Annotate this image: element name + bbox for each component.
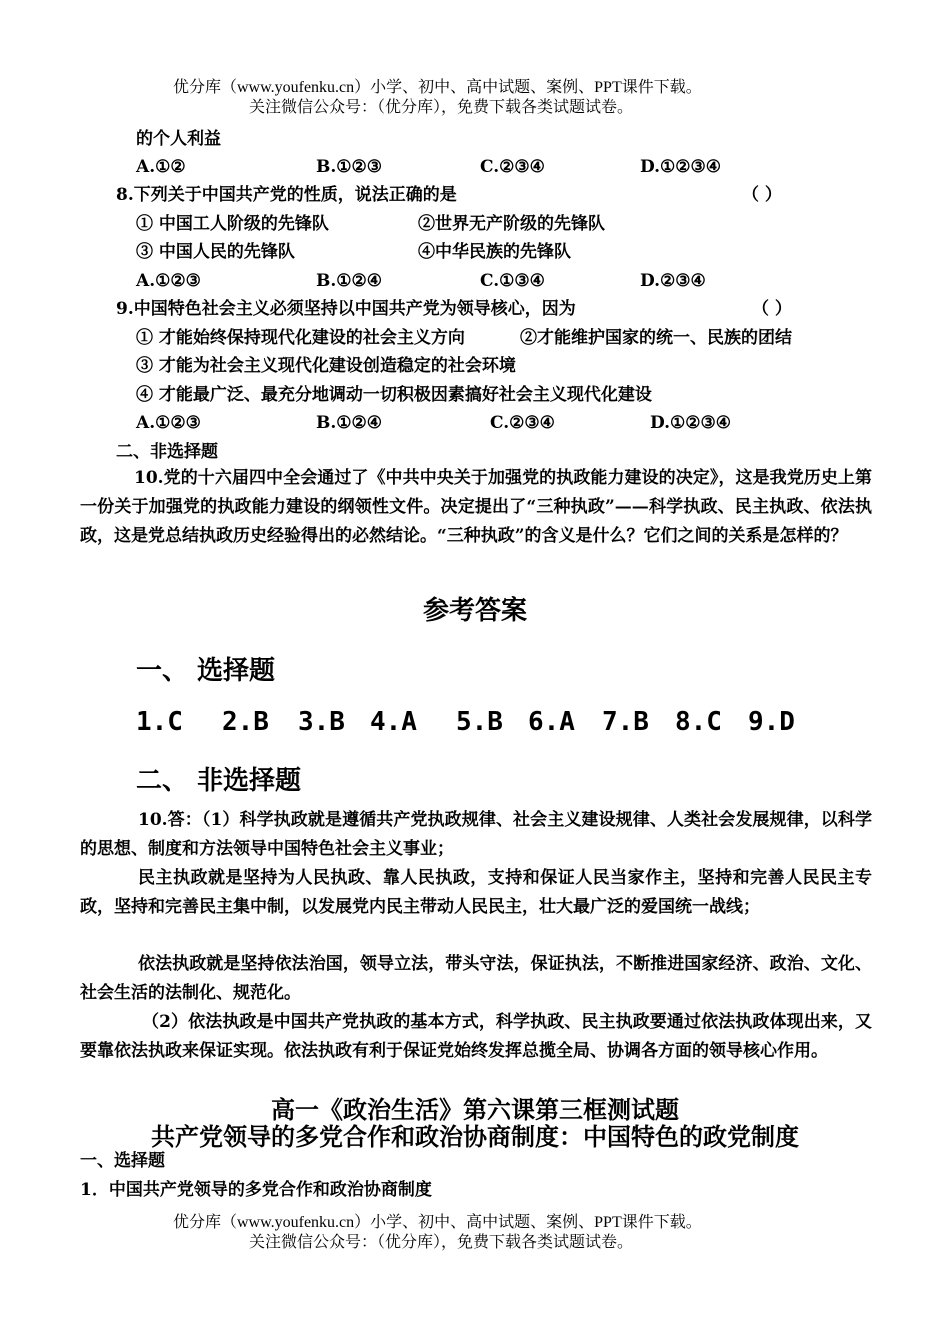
q9-option-a: A.①②③ (136, 413, 201, 433)
q7-option-b: B.①②③ (316, 157, 383, 177)
answer-9: 9.D (748, 707, 795, 737)
answer-paragraph-4: （2）依法执政是中国共产党执政的基本方式，科学执政、民主执政要通过依法执政体现出来，又要靠依法执政来保证实现。依法执政有利于保证党始终发挥总揽全局、协调各方面的领导核心作用。 (80, 1012, 872, 1061)
q8-option-c: C.①③④ (480, 271, 545, 291)
header-line-2: 关注微信公众号：（优分库），免费下载各类试题试卷。 (249, 99, 634, 116)
next-test-q1: 1．中国共产党领导的多党合作和政治协商制度 (80, 1180, 432, 1200)
q8-stem: 8.下列关于中国共产党的性质，说法正确的是 (116, 185, 457, 205)
q8-item-4: ④中华民族的先锋队 (418, 242, 571, 262)
answer-paragraph-3: 依法执政就是坚持依法治国，领导立法，带头守法，保证执法，不断推进国家经济、政治、文化、社会生活的法制化、规范化。 (80, 954, 872, 1003)
next-test-title-1: 高一《政治生活》第六课第三框测试题 (271, 1095, 679, 1124)
answer-5: 5.B (456, 707, 503, 737)
q8-item-1: ① 中国工人阶级的先锋队 (136, 214, 329, 234)
q7-option-c: C.②③④ (480, 157, 545, 177)
answer-1: 1.C (136, 707, 183, 737)
q9-bracket: （ ） (752, 299, 792, 319)
answer-paragraph-2: 民主执政就是坚持为人民执政、靠人民执政，支持和保证人民当家作主，坚持和完善人民民主专政，坚持和完善民主集中制，以发展党内民主带动人民民主，壮大最广泛的爱国统一战线； (80, 868, 872, 917)
q10-text: 10.党的十六届四中全会通过了《中共中央关于加强党的执政能力建设的决定》，这是我党历史上第一份关于加强党的执政能力建设的纲领性文件。决定提出了“三种执政”——科学执政、民主执政、依法执政，这是党总结执政历史经验得出的必然结论。“三种执政”的含义是什么？它们之间的关系是怎样的？ (80, 468, 872, 546)
q9-item-4: ④ 才能最广泛、最充分地调动一切积极因素搞好社会主义现代化建设 (136, 385, 652, 405)
next-test-title-2: 共产党领导的多党合作和政治协商制度：中国特色的政党制度 (151, 1122, 799, 1151)
q7-tail-text: 的个人利益 (136, 129, 221, 149)
next-test-section-1: 一、选择题 (80, 1151, 165, 1171)
q8-option-b: B.①②④ (316, 271, 383, 291)
q9-option-c: C.②③④ (490, 413, 555, 433)
answer-paragraph-1: 10.答：（1）科学执政就是遵循共产党执政规律、社会主义建设规律、人类社会发展规律，以科学的思想、制度和方法领导中国特色社会主义事业； (80, 810, 872, 859)
answer-4: 4.A (370, 707, 417, 737)
q7-option-d: D.①②③④ (640, 157, 722, 177)
q8-item-2: ②世界无产阶级的先锋队 (418, 214, 605, 234)
answer-6: 6.A (528, 707, 575, 737)
q8-item-3: ③ 中国人民的先锋队 (136, 242, 295, 262)
q9-item-3: ③ 才能为社会主义现代化建设创造稳定的社会环境 (136, 356, 516, 376)
answer-7: 7.B (602, 707, 649, 737)
answer-section-1: 一、 选择题 (136, 656, 276, 686)
answer-key-title: 参考答案 (422, 596, 527, 626)
q9-stem: 9.中国特色社会主义必须坚持以中国共产党为领导核心，因为 (116, 299, 576, 319)
footer-line-2: 关注微信公众号：（优分库），免费下载各类试题试卷。 (249, 1234, 634, 1251)
answer-section-2: 二、 非选择题 (136, 766, 302, 796)
q7-option-a: A.①② (136, 157, 186, 177)
answer-8: 8.C (675, 707, 722, 737)
answer-2: 2.B (222, 707, 269, 737)
header-line-1: 优分库（www.youfenku.cn）小学、初中、高中试题、案例、PPT课件下载。 (173, 79, 702, 96)
q9-option-d: D.①②③④ (650, 413, 732, 433)
q9-item-1: ① 才能始终保持现代化建设的社会主义方向 (136, 328, 465, 348)
answer-3: 3.B (298, 707, 345, 737)
q9-option-b: B.①②④ (316, 413, 383, 433)
q8-option-a: A.①②③ (136, 271, 201, 291)
footer-line-1: 优分库（www.youfenku.cn）小学、初中、高中试题、案例、PPT课件下载。 (173, 1214, 702, 1231)
section-2-label: 二、非选择题 (116, 442, 218, 462)
q9-item-2: ②才能维护国家的统一、民族的团结 (520, 328, 792, 348)
q8-bracket: （ ） (742, 185, 782, 205)
q8-option-d: D.②③④ (640, 271, 706, 291)
